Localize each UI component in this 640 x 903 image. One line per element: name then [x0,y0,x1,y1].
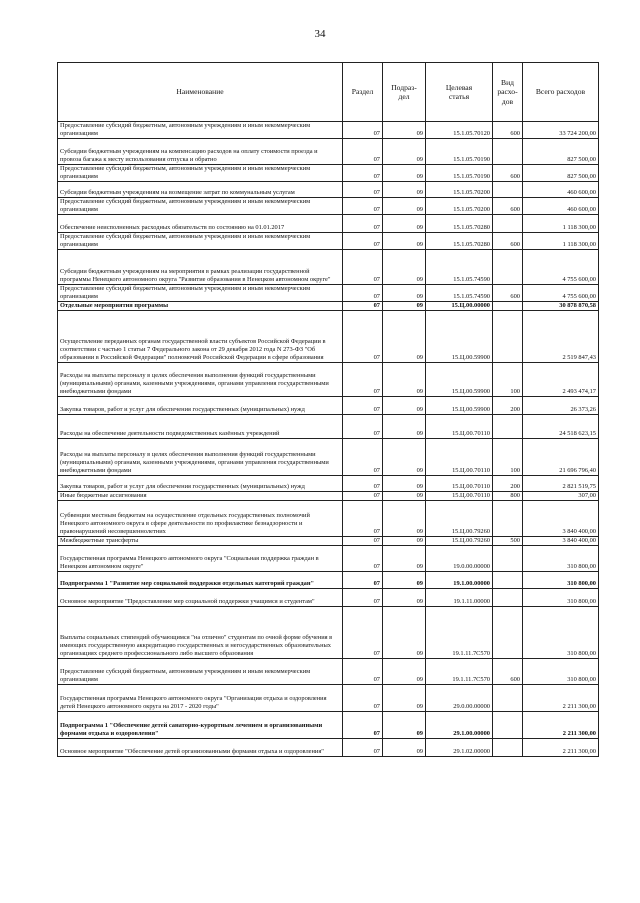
row-section: 07 [343,198,383,215]
row-section: 07 [343,658,383,684]
page-number: 34 [314,28,326,40]
table-row [58,215,599,233]
row-amount: 2 211 300,00 [523,738,599,756]
row-subsection: 09 [383,475,426,491]
row-target-item: 15.Ц.00.59900 [426,310,493,362]
row-target-item: 15.Ц.00.79260 [426,536,493,545]
row-name: Государственная программа Ненецкого автономного округа "Организация отдыха и оздоровления детей Ненецкого автономного округа на 2017 - 2020 годы" [58,684,343,711]
row-expense-type [493,738,523,756]
row-subsection: 09 [383,738,426,756]
row-target-item: 15.Ц.00.70110 [426,475,493,491]
row-expense-type: 600 [493,165,523,182]
row-amount: 24 518 623,15 [523,414,599,438]
row-target-item: 29.1.02.00000 [426,738,493,756]
row-section: 07 [343,738,383,756]
row-amount: 2 519 847,43 [523,310,599,362]
header-target-item: Целевая статья [426,63,493,122]
table-row [58,500,599,536]
table-header-row [58,63,599,122]
table-row [58,310,599,362]
row-name: Расходы на выплаты персоналу в целях обеспечения выполнения функций государственными (муниципальными) органами, казенными учреждениями, органами управления государственными внебюджетными фондами [58,438,343,475]
row-expense-type: 100 [493,438,523,475]
table-row [58,475,599,491]
row-amount: 827 500,00 [523,139,599,165]
row-section: 07 [343,545,383,571]
row-amount: 1 118 300,00 [523,233,599,250]
row-name: Подпрограмма 1 "Обеспечение детей санаторно-курортным лечением и организованными формами отдыха и оздоровления" [58,711,343,738]
row-expense-type [493,414,523,438]
row-name: Предоставление субсидий бюджетным, автономным учреждениям и иным некоммерческим организациям [58,658,343,684]
row-amount: 26 373,26 [523,396,599,414]
row-amount: 460 600,00 [523,182,599,198]
row-name: Субсидии бюджетным учреждениям на возмещение затрат по коммунальным услугам [58,182,343,198]
table-row [58,571,599,588]
row-section: 07 [343,165,383,182]
row-section: 07 [343,536,383,545]
row-section: 07 [343,215,383,233]
row-amount: 3 840 400,00 [523,500,599,536]
row-amount: 310 800,00 [523,658,599,684]
table-row [58,139,599,165]
row-subsection: 09 [383,310,426,362]
header-section: Раздел [343,63,383,122]
row-section: 07 [343,182,383,198]
row-target-item: 19.1.11.7С570 [426,658,493,684]
row-subsection: 09 [383,301,426,310]
row-name: Закупка товаров, работ и услуг для обеспечения государственных (муниципальных) нужд [58,475,343,491]
table-row [58,362,599,396]
row-subsection: 09 [383,285,426,302]
row-section: 07 [343,414,383,438]
table-row [58,588,599,606]
row-expense-type: 100 [493,362,523,396]
row-target-item: 15.Ц.00.70110 [426,438,493,475]
row-expense-type: 500 [493,536,523,545]
row-target-item: 15.1.05.70280 [426,233,493,250]
row-target-item: 15.1.05.74590 [426,285,493,302]
row-target-item: 15.Ц.00.00000 [426,301,493,310]
row-amount: 310 800,00 [523,545,599,571]
row-name: Расходы на обеспечение деятельности подведомственных казённых учреждений [58,414,343,438]
row-section: 07 [343,711,383,738]
row-target-item: 15.1.05.70190 [426,165,493,182]
table-row [58,711,599,738]
row-subsection: 09 [383,122,426,139]
row-name: Субсидии бюджетным учреждениям на мероприятия в рамках реализации государственной программы Ненецкого автономного округа "Развитие образования в Ненецком автономном округе" [58,250,343,285]
row-section: 07 [343,491,383,500]
row-name: Выплаты социальных стипендий обучающимся "на отлично" студентам по очной форме обучения в имеющих государственную аккредитацию государственных и негосударственных образовательных организациях среднего профессионального либо высшего образования [58,606,343,658]
row-target-item: 15.Ц.00.59900 [426,362,493,396]
row-subsection: 09 [383,198,426,215]
table-row [58,414,599,438]
row-subsection: 09 [383,215,426,233]
table-row [58,491,599,500]
row-name: Осуществление переданных органам государственной власти субъектов Российской Федерации в соответствии с частью 1 статьи 7 Федерального закона от 29 декабря 2012 года N 273-ФЗ "Об образовании в Российской Федерации" полномочий Российской Федерации в сфере образования [58,310,343,362]
row-amount: 4 755 600,00 [523,285,599,302]
row-section: 07 [343,475,383,491]
table-row [58,165,599,182]
row-expense-type [493,310,523,362]
row-section: 07 [343,139,383,165]
row-amount: 307,00 [523,491,599,500]
row-expense-type: 600 [493,122,523,139]
row-amount: 2 493 474,17 [523,362,599,396]
table-body [58,122,599,757]
table-row [58,684,599,711]
row-expense-type [493,500,523,536]
row-expense-type: 200 [493,475,523,491]
row-section: 07 [343,301,383,310]
row-name: Основное мероприятие "Обеспечение детей организованными формами отдыха и оздоровления" [58,738,343,756]
row-section: 07 [343,588,383,606]
row-subsection: 09 [383,571,426,588]
row-name: Межбюджетные трансферты [58,536,343,545]
row-section: 07 [343,122,383,139]
row-expense-type [493,684,523,711]
row-subsection: 09 [383,362,426,396]
row-subsection: 09 [383,588,426,606]
row-amount: 827 500,00 [523,165,599,182]
row-subsection: 09 [383,139,426,165]
row-subsection: 09 [383,606,426,658]
row-expense-type [493,215,523,233]
row-expense-type [493,606,523,658]
row-subsection: 09 [383,658,426,684]
row-target-item: 19.1.11.7С570 [426,606,493,658]
table-row [58,182,599,198]
row-amount: 310 800,00 [523,606,599,658]
row-name: Государственная программа Ненецкого автономного округа "Социальная поддержка граждан в Ненецком автономном округе" [58,545,343,571]
row-target-item: 15.1.05.70190 [426,139,493,165]
row-target-item: 15.1.05.74590 [426,250,493,285]
row-expense-type: 600 [493,285,523,302]
row-amount: 310 800,00 [523,588,599,606]
row-target-item: 29.0.00.00000 [426,684,493,711]
table-row [58,606,599,658]
row-name: Предоставление субсидий бюджетным, автономным учреждениям и иным некоммерческим организациям [58,165,343,182]
row-amount: 3 840 400,00 [523,536,599,545]
row-subsection: 09 [383,500,426,536]
row-expense-type: 800 [493,491,523,500]
row-target-item: 19.1.11.00000 [426,588,493,606]
row-name: Закупка товаров, работ и услуг для обеспечения государственных (муниципальных) нужд [58,396,343,414]
row-name: Субсидии бюджетным учреждениям на компенсацию расходов на оплату стоимости проезда и провоза багажа к месту использования отпуска и обратно [58,139,343,165]
table-row [58,738,599,756]
table-row [58,545,599,571]
row-expense-type [493,711,523,738]
row-subsection: 09 [383,438,426,475]
row-expense-type [493,182,523,198]
row-expense-type [493,301,523,310]
row-name: Расходы на выплаты персоналу в целях обеспечения выполнения функций государственными (муниципальными) органами, казенными учреждениями, органами управления государственными внебюджетными фондами [58,362,343,396]
table-row [58,198,599,215]
table-row [58,536,599,545]
table-row [58,396,599,414]
row-section: 07 [343,250,383,285]
row-section: 07 [343,396,383,414]
row-target-item: 15.1.05.70280 [426,215,493,233]
row-amount: 2 211 300,00 [523,684,599,711]
row-target-item: 15.Ц.00.79260 [426,500,493,536]
row-expense-type [493,139,523,165]
table-row [58,233,599,250]
row-section: 07 [343,684,383,711]
table-row [58,285,599,302]
row-amount: 1 118 300,00 [523,215,599,233]
row-subsection: 09 [383,396,426,414]
row-name: Иные бюджетные ассигнования [58,491,343,500]
row-target-item: 19.1.00.00000 [426,571,493,588]
row-amount: 460 600,00 [523,198,599,215]
row-section: 07 [343,571,383,588]
row-section: 07 [343,362,383,396]
row-section: 07 [343,285,383,302]
row-subsection: 09 [383,545,426,571]
row-subsection: 09 [383,536,426,545]
row-subsection: 09 [383,414,426,438]
row-subsection: 09 [383,491,426,500]
row-amount: 2 211 300,00 [523,711,599,738]
row-subsection: 09 [383,233,426,250]
table-row [58,438,599,475]
row-section: 07 [343,310,383,362]
row-expense-type [493,545,523,571]
row-section: 07 [343,606,383,658]
row-subsection: 09 [383,250,426,285]
row-target-item: 19.0.00.00000 [426,545,493,571]
header-expense-type: Вид расхо- дов [493,63,523,122]
row-name: Предоставление субсидий бюджетным, автономным учреждениям и иным некоммерческим организациям [58,198,343,215]
row-target-item: 29.1.00.00000 [426,711,493,738]
row-subsection: 09 [383,684,426,711]
row-expense-type: 600 [493,233,523,250]
row-target-item: 15.1.05.70120 [426,122,493,139]
row-amount: 21 696 796,40 [523,438,599,475]
row-expense-type [493,250,523,285]
row-name: Субвенции местным бюджетам на осуществление отдельных государственных полномочий Ненецкого автономного округа в сфере деятельности по профилактике безнадзорности и правонарушений несовершеннолетних [58,500,343,536]
header-subsection: Подраз- дел [383,63,426,122]
row-target-item: 15.Ц.00.70110 [426,414,493,438]
budget-expenditure-table [57,62,599,757]
row-name: Предоставление субсидий бюджетным, автономным учреждениям и иным некоммерческим организациям [58,285,343,302]
row-target-item: 15.Ц.00.70110 [426,491,493,500]
row-expense-type: 200 [493,396,523,414]
row-section: 07 [343,233,383,250]
header-name: Наименование [58,63,343,122]
row-name: Основное мероприятие "Предоставление мер социальной поддержки учащимся и студентам" [58,588,343,606]
row-target-item: 15.1.05.70200 [426,198,493,215]
row-expense-type [493,588,523,606]
row-expense-type: 600 [493,658,523,684]
row-amount: 30 878 870,58 [523,301,599,310]
row-name: Обеспечение неисполненных расходных обязательств по состоянию на 01.01.2017 [58,215,343,233]
row-target-item: 15.1.05.70200 [426,182,493,198]
row-target-item: 15.Ц.00.59900 [426,396,493,414]
row-expense-type: 600 [493,198,523,215]
header-total: Всего расходов [523,63,599,122]
row-subsection: 09 [383,165,426,182]
row-name: Подпрограмма 1 "Развитие мер социальной поддержки отдельных категорий граждан" [58,571,343,588]
row-name: Предоставление субсидий бюджетным, автономным учреждениям и иным некоммерческим организациям [58,122,343,139]
row-section: 07 [343,438,383,475]
row-amount: 310 800,00 [523,571,599,588]
table-row [58,658,599,684]
table-row [58,250,599,285]
row-name: Отдельные мероприятия программы [58,301,343,310]
row-subsection: 09 [383,711,426,738]
row-name: Предоставление субсидий бюджетным, автономным учреждениям и иным некоммерческим организациям [58,233,343,250]
table-row [58,122,599,139]
row-amount: 4 755 600,00 [523,250,599,285]
row-amount: 33 724 200,00 [523,122,599,139]
row-amount: 2 821 519,75 [523,475,599,491]
table-row [58,301,599,310]
row-subsection: 09 [383,182,426,198]
row-expense-type [493,571,523,588]
row-section: 07 [343,500,383,536]
